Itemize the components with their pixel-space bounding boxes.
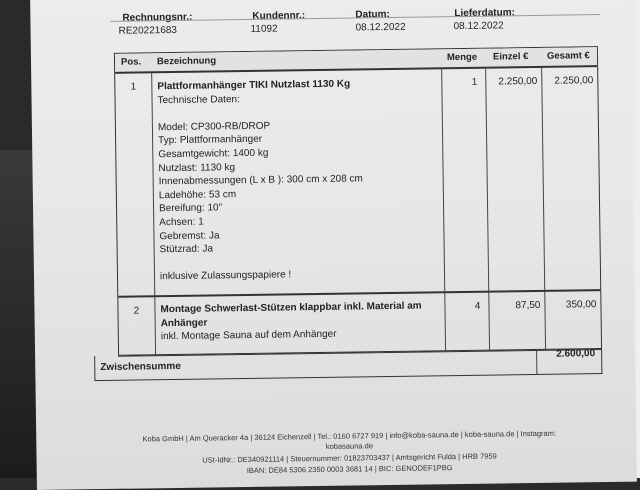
column-divider bbox=[536, 350, 537, 374]
col-bezeichnung: Bezeichnung bbox=[156, 55, 217, 68]
detail-line: Typ: Plattformanhänger bbox=[158, 134, 263, 147]
invoice-number-label: Rechnungsnr.: bbox=[122, 11, 193, 24]
detail-line: Nutzlast: 1130 kg bbox=[158, 161, 236, 174]
footer-line-2: kobasauna.de bbox=[325, 441, 374, 451]
row-unit-price: 2.250,00 bbox=[498, 75, 538, 88]
date-label: Datum: bbox=[355, 8, 390, 21]
delivery-date-label: Lieferdatum: bbox=[454, 7, 516, 20]
row-title: Plattformanhänger TIKI Nutzlast 1130 Kg bbox=[157, 78, 351, 93]
line-items-table bbox=[114, 46, 602, 357]
row-unit-price: 87,50 bbox=[515, 299, 541, 312]
detail-line: Bereifung: 10" bbox=[158, 202, 223, 215]
table-row bbox=[118, 291, 601, 356]
footer-line-1: Koba GmbH | Am Queracker 4a | 36124 Eichenzell | Tel.: 0160 6727 919 | info@koba-sauna.de | koba-sauna.de | Instagram: bbox=[142, 428, 557, 444]
subtotal-label: Zwischensumme bbox=[100, 360, 181, 374]
detail-line: Technische Daten: bbox=[157, 93, 240, 106]
footer-line-4: IBAN: DE84 5306 2350 0003 3681 14 | BIC: GENODEF1PBG bbox=[246, 463, 453, 476]
row-description bbox=[160, 299, 436, 344]
row-pos: 2 bbox=[133, 305, 140, 317]
row-total: 2.250,00 bbox=[554, 75, 594, 87]
row-details bbox=[157, 90, 435, 284]
detail-line: Ladehöhe: 53 cm bbox=[158, 188, 237, 201]
detail-line: Achsen: 1 bbox=[159, 216, 204, 229]
row-title: Montage Schwerlast-Stützen klappbar inkl. Material am Anhänger bbox=[160, 300, 422, 329]
table-row bbox=[115, 67, 600, 298]
invoice-date: 08.12.2022 bbox=[355, 21, 406, 34]
detail-line: Gesamtgewicht: 1400 kg bbox=[158, 147, 269, 161]
col-menge: Menge bbox=[446, 51, 478, 64]
invoice-header bbox=[30, 0, 630, 37]
detail-line: inkl. Montage Sauna auf dem Anhänger bbox=[160, 328, 337, 343]
detail-line: Innenabmessungen (L x B ): 300 cm x 208 cm bbox=[158, 173, 363, 188]
detail-line: Model: CP300-RB/DROP bbox=[157, 120, 271, 134]
detail-line: Stützrad: Ja bbox=[159, 243, 214, 256]
subtotal-value: 2.600,00 bbox=[556, 348, 596, 360]
row-quantity: 4 bbox=[474, 300, 481, 312]
detail-line: Gebremst: Ja bbox=[159, 229, 220, 242]
invoice-page bbox=[30, 0, 637, 490]
col-pos: Pos. bbox=[120, 56, 142, 68]
detail-line: inklusive Zulassungspapiere ! bbox=[159, 269, 292, 283]
col-gesamt: Gesamt € bbox=[546, 50, 590, 62]
row-description bbox=[157, 76, 435, 284]
row-quantity: 1 bbox=[471, 76, 478, 88]
col-einzel: Einzel € bbox=[492, 51, 529, 63]
footer-line-3: USt-IdNr.: DE340921114 | Steuernummer: 01823703437 | Amtsgericht Fulda | HRB 7959 bbox=[202, 451, 497, 465]
row-pos: 1 bbox=[130, 81, 137, 93]
invoice-number: RE20221683 bbox=[118, 24, 178, 37]
customer-number: 11092 bbox=[250, 23, 278, 35]
delivery-date: 08.12.2022 bbox=[453, 20, 504, 33]
row-total: 350,00 bbox=[565, 299, 597, 311]
row-details bbox=[161, 327, 436, 344]
customer-number-label: Kundennr.: bbox=[252, 10, 306, 22]
